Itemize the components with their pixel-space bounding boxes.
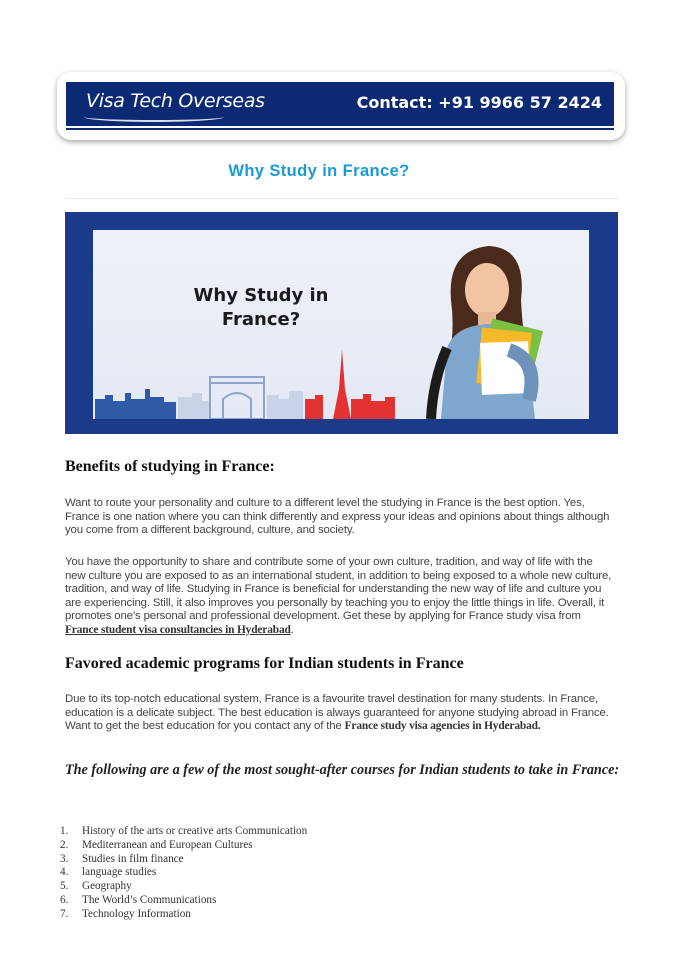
list-number: 3. [60,852,69,865]
hero-heading [161,284,361,332]
list-item [60,866,307,880]
logo-swoosh [84,112,224,122]
page-title: Why Study in France? [228,162,410,180]
section-heading-programs: Favored academic programs for Indian students in France [65,655,464,672]
list-item [60,880,307,894]
consultancies-link[interactable]: France student visa consultancies in Hyderabad [65,623,291,636]
course-label: Mediterranean and European Cultures [82,838,253,851]
list-number: 4. [60,866,69,879]
banner-underline [66,128,614,130]
hero-line-1: Why Study in [193,285,329,306]
hero-image [65,212,618,434]
agencies-highlight: France study visa agencies in Hyderabad. [344,720,541,733]
paris-skyline-illustration [93,349,403,419]
logo[interactable]: Visa Tech Overseas [86,90,265,112]
list-item [60,853,307,867]
student-photo [389,230,589,419]
banner-bar [66,82,614,126]
programs-paragraph [65,693,615,734]
list-item [60,839,307,853]
list-number: 6. [60,893,69,906]
hero-inner [93,230,589,419]
hero-line-2: France? [221,309,301,330]
benefits-paragraph-1: Want to route your personality and culture to a different level the studying in France is the best option. Yes, France is one nation where you can think differently and express your ideas and opinions about things although you come from a different background, culture, and society. [65,497,610,537]
course-label: Technology Information [82,907,191,920]
list-item [60,894,307,908]
section-heading-benefits: Benefits of studying in France: [65,458,275,475]
list-number: 2. [60,838,69,851]
divider [65,198,617,199]
course-label: Studies in film finance [82,852,184,865]
benefits-paragraph-2-text: You have the opportunity to share and contribute some of your own culture, tradition, and way of life with the new culture you are exposed to as an international student, in addition to being exposed to a whole new culture, tradition, and way of life. Studying in France is beneficial for understanding the new way of life and culture you are experiencing. Still, it also improves you personally by teaching you to enjoy the little things in life. Overall, it promotes one’s personal and professional development. Get these by applying for France study visa from [65,556,612,623]
courses-list [60,825,307,922]
course-label: Geography [82,880,132,893]
contact-phone[interactable]: Contact: +91 9966 57 2424 [356,93,602,112]
list-number: 1. [60,825,69,837]
list-item [60,825,307,839]
courses-subheading: The following are a few of the most sought-after courses for Indian students to take in France: [65,762,620,778]
list-number: 5. [60,880,69,893]
course-label: language studies [82,866,157,879]
benefits-paragraph-2 [65,556,615,638]
benefits-paragraph-2-end: . [290,623,294,636]
list-number: 7. [60,907,69,920]
programs-paragraph-text: Due to its top-notch educational system, France is a favourite travel destination for many students. In France, education is a delicate subject. The best education is always guaranteed for anyone studying abroad in France. Want to get the best education for you contact any of the [65,693,609,733]
list-item [60,908,307,922]
course-label: History of the arts or creative arts Communication [82,825,308,837]
course-label: The World’s Communications [82,893,217,906]
header-banner [57,72,625,140]
